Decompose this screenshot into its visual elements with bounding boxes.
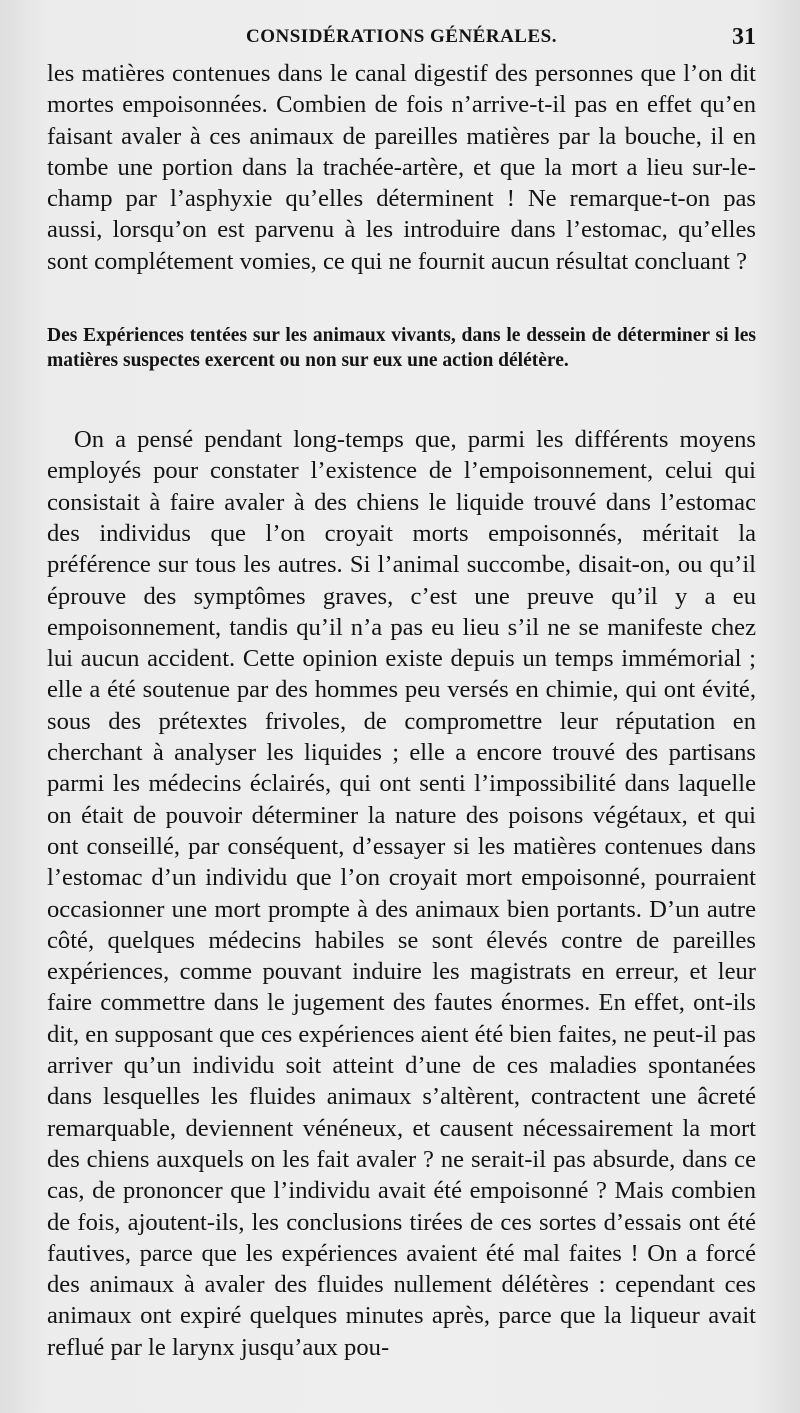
paragraph-continuation: les matières contenues dans le canal digestif des personnes que l’on dit mortes empoisonnées. Combien de fois n’arrive-t-il pas en effet qu’en faisant avaler à ces animaux de pareilles matières par la bouche, il en tombe une portion dans la trachée-artère, et que la mort a lieu sur-le-champ par l’asphyxie qu’elles déterminent ! Ne remarque-t-on pas aussi, lorsqu’on est parvenu à les introduire dans l’estomac, qu’elles sont complétement vomies, ce qui ne fournit aucun résultat concluant ? (47, 60, 756, 275)
section-heading: Des Expériences tentées sur les animaux vivants, dans le dessein de déterminer si les matières suspectes exercent ou non sur eux une action délétère. (47, 325, 756, 372)
running-head (47, 26, 756, 56)
running-head-title: CONSIDÉRATIONS GÉNÉRALES. (246, 26, 557, 47)
paragraph-body: On a pensé pendant long-temps que, parmi les différents moyens employés pour constater l’existence de l’empoisonnement, celui qui consistait à faire avaler à des chiens le liquide trouvé dans l’estomac des individus que l’on croyait morts empoisonnés, méritait la préférence sur tous les autres. Si l’animal succombe, disait-on, ou qu’il éprouve des symptômes graves, c’est une preuve qu’il y a eu empoisonnement, tandis qu’il n’a pas eu lieu s’il ne se manifeste chez lui aucun accident. Cette opinion existe depuis un temps immémorial ; elle a été soutenue par des hommes peu versés en chimie, qui ont évité, sous des prétextes frivoles, de compromettre leur réputation en cherchant à analyser les liquides ; elle a encore trouvé des partisans parmi les médecins éclairés, qui ont senti l’impossibilité dans laquelle on était de pouvoir déterminer la nature des poisons végétaux, et qui ont conseillé, par conséquent, d’essayer si les matières contenues dans l’estomac d’un individu que l’on croyait mort empoisonné, pourraient occasionner une mort prompte à des animaux bien portants. D’un autre côté, quelques médecins habiles se sont élevés contre de pareilles expériences, comme pouvant induire les magistrats en erreur, et leur faire commettre dans le jugement des fautes énormes. En effet, ont-ils dit, en supposant que ces expériences aient été bien faites, ne peut-il pas arriver qu’un individu soit atteint d’une de ces maladies spontanées dans lesquelles les fluides animaux s’altèrent, contractent une âcreté remarquable, deviennent vénéneux, et causent nécessairement la mort des chiens auxquels on les fait avaler ? ne serait-il pas absurde, dans ce cas, de prononcer que l’individu avait été empoisonné ? Mais combien de fois, ajoutent-ils, les conclusions tirées de ces sortes d’essais ont été fautives, parce que les expériences avaient été mal faites ! On a forcé des animaux à avaler des fluides nullement délétères : cependant ces animaux ont expiré quelques minutes après, parce que la liqueur avait reflué par le larynx jusqu’aux pou- (47, 426, 756, 1361)
page-number: 31 (732, 24, 756, 50)
